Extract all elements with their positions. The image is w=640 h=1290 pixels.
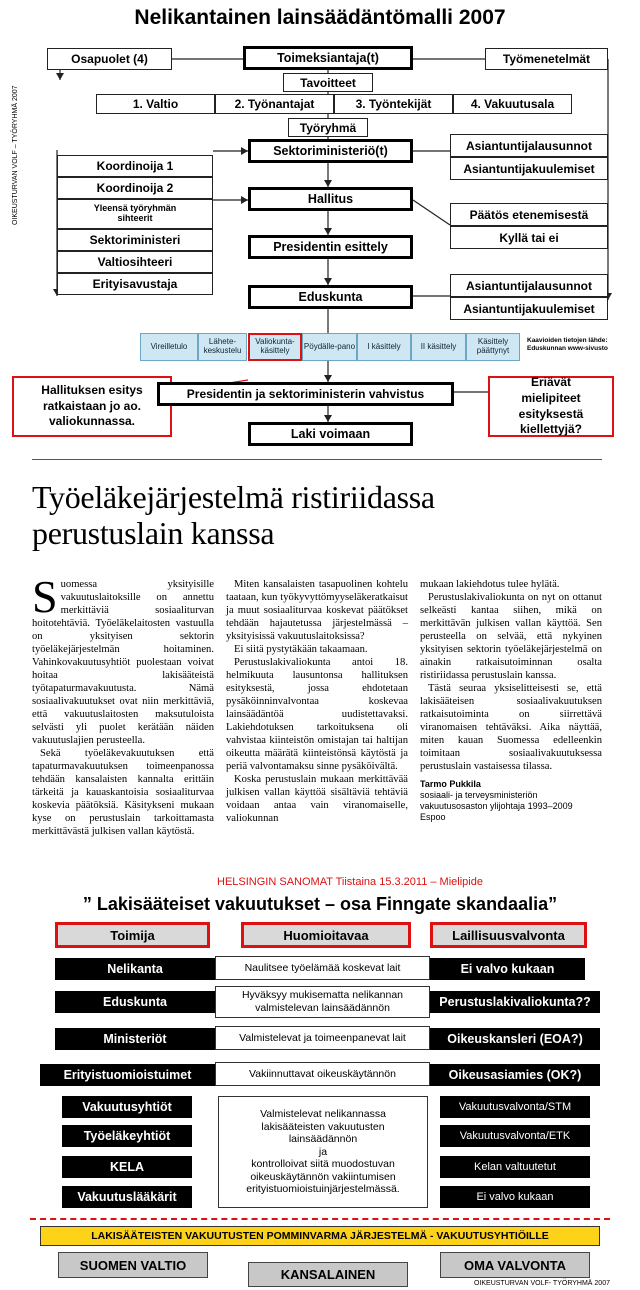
flow-step: Lähete-keskustelu — [198, 333, 247, 361]
vahvistus-box: Presidentin ja sektoriministerin vahvistus — [157, 382, 454, 406]
party-vakuutusala: 4. Vakuutusala — [453, 94, 572, 114]
flow-step: II käsittely — [411, 333, 466, 361]
actor-vakuutusyhtiot: Vakuutusyhtiöt — [62, 1096, 192, 1118]
author-place: Espoo — [420, 812, 446, 823]
actor-nelikanta: Nelikanta — [55, 958, 215, 980]
bottom-oma-valvonta: OMA VALVONTA — [440, 1252, 590, 1278]
lower-note-line: oikeuskäytännön vakiintumisen — [250, 1170, 396, 1183]
lower-note-line: lakisääteisten vakuutusten — [261, 1120, 385, 1133]
col1-first: uomessa yksityisille vakuutuslaitoksille on annettu merkittäviä sosiaaliturvan hoitotehtäviä. Työeläkelaitosten vastuulla on yksityisen sektorin työeläkejärjestelmän hoitaminen. Vahinkovakuutusyhtiöt puolestaan voivat hoitaa lakisääteistä työtapaturmavakuutusta. Nämä sosiaalivakuutukset ovat niin merkittäviä, että vakuutuslaitosten maksutuloista selvästi yli puolet kerätään näiden vakuutuslajien perusteella. — [32, 579, 214, 747]
system-banner: LAKISÄÄTEISTEN VAKUUTUSTEN POMMINVARMA JÄRJESTELMÄ - VAKUUTUSYHTIÖILLE — [40, 1226, 600, 1246]
party-valtio: 1. Valtio — [96, 94, 215, 114]
osapuolet-box: Osapuolet (4) — [47, 48, 172, 70]
article-col-2 — [226, 578, 408, 825]
sektoriministerio-box: Sektoriministeriö(t) — [248, 139, 413, 163]
note-ministeriot: Valmistelevat ja toimeenpanevat lait — [215, 1026, 430, 1050]
toimeksiantaja-box: Toimeksiantaja(t) — [243, 46, 413, 70]
right-mid-list — [450, 203, 608, 249]
control-laakarit: Ei valvo kukaan — [440, 1186, 590, 1208]
col3-p2: Perustuslakivaliokunta on nyt on ottanut selkeästi kantaa siihen, mikä on merkittävän julkisen vallan käyttöä. Sen perusteella on selvää, että nykyinen yksityisen sektorin työeläkejärjestelmä on ainakin ratkaisutoiminnan osalta ristiriidassa perustuslain kanssa. — [420, 592, 602, 682]
bottom-kansalainen: KANSALAINEN — [248, 1262, 408, 1287]
left-item: Sektoriministeri — [57, 229, 213, 251]
actor-ministeriot: Ministeriöt — [55, 1028, 215, 1050]
col3-p3: Tästä seuraa yksiselitteisesti se, että lakisääteisen sosiaalivakuutuksen ratkaisutoiminta on siirrettävä viranomaisen tehtäväksi. Aika näyttää, miten kauan Suomessa edelleenkin toimitaan sosiaalivakuutuksessa perustuslain vastaisessa tilassa. — [420, 683, 602, 773]
actor-erityistuomioistuimet: Erityistuomioistuimet — [40, 1064, 215, 1086]
author-title: sosiaali- ja terveysministeriön vakuutusosaston ylijohtaja 1993–2009 — [420, 790, 573, 812]
control-etk: Vakuutusvalvonta/ETK — [440, 1125, 590, 1147]
left-item: Erityisavustaja — [57, 273, 213, 295]
right-top-list — [450, 134, 608, 180]
control-eduskunta: Perustuslakivaliokunta?? — [430, 991, 600, 1013]
left-item: Yleensä työryhmän sihteerit — [57, 199, 213, 229]
flow-step: Vireilletulo — [140, 333, 198, 361]
bottom-credit: OIKEUSTURVAN VOLF- TYÖRYHMÄ 2007 — [473, 1280, 610, 1287]
header-huomioitavaa: Huomioitavaa — [241, 922, 411, 948]
lower-note-line: lainsäädännön — [288, 1133, 358, 1146]
note-nelikanta: Naulitsee työelämää koskevat lait — [215, 956, 430, 980]
header-laillisuusvalvonta: Laillisuusvalvonta — [430, 922, 587, 948]
bottom-suomen-valtio: SUOMEN VALTIO — [58, 1252, 208, 1278]
col1-second: Sekä työeläkevakuutuksen että tapaturmavakuutuksen toimeenpanossa tehdään kansalaisten kannalta erittäin tärkeitä ja kauaskantoisia sosiaaliturvaa koskevia päätöksiä. Käsitykseni mukaan kyse on perustuslain tarkoittamasta merkittävästä julkisen vallan käytöstä. — [32, 748, 214, 838]
drop-cap: S — [32, 571, 58, 622]
col2-p3: Perustuslakivaliokunta antoi 18. helmikuuta lausuntonsa hallituksen esityksestä, jossa ehdotetaan pysäköinninvalvontaa koskevaa lainsäädäntöä uudistettavaksi. Lakiehdotuksen tarkoituksena oli vahvistaa kiinteistön omistajan tai haltijan oikeutta määrätä kiinteistönsä käytöstä ja periä valvontamaksu sinne pysäköivältä. — [226, 657, 408, 773]
flow-step-highlighted: Valiokunta-käsittely — [248, 333, 302, 361]
tavoitteet-box: Tavoitteet — [283, 73, 373, 92]
actor-kela: KELA — [62, 1156, 192, 1178]
lower-note-line: Valmistelevat nelikannassa — [260, 1107, 386, 1120]
col3-p1: mukaan lakiehdotus tulee hylätä. — [420, 579, 560, 590]
col2-p2: Ei siitä pystytäkään takaamaan. — [234, 644, 368, 656]
author-name: Tarmo Pukkila — [420, 779, 481, 790]
right-item: Asiantuntijakuulemiset — [450, 297, 608, 320]
actor-vakuutuslaakarit: Vakuutuslääkärit — [62, 1186, 192, 1208]
control-ministeriot: Oikeuskansleri (EOA?) — [430, 1028, 600, 1050]
col2-p1: Miten kansalaisten tasapuolinen kohtelu taataan, kun työkyvyttömyyseläkeratkaisut ja muut sosiaaliturvaa koskevat päätökset tehdään hajautetussa järjestelmässä – yksityisissä vakuutuslaitoksissa? — [226, 579, 408, 643]
side-credit: OIKEUSTURVAN VOLF – TYÖRYHMÄ 2007 — [12, 85, 19, 225]
flow-step: Käsittely päättynyt — [466, 333, 520, 361]
actor-eduskunta: Eduskunta — [55, 991, 215, 1013]
finngate-title: ” Lakisääteiset vakuutukset – osa Finngate skandaalia” — [82, 894, 558, 914]
header-toimija: Toimija — [55, 922, 210, 948]
left-list — [57, 155, 213, 295]
actor-tyoelakeyhtiot: Työeläkeyhtiöt — [62, 1125, 192, 1147]
laki-box: Laki voimaan — [248, 422, 413, 446]
control-stm: Vakuutusvalvonta/STM — [440, 1096, 590, 1118]
lower-note-line: ja — [318, 1145, 328, 1158]
section-divider — [32, 459, 602, 460]
control-erityistuomioistuimet: Oikeusasiamies (OK?) — [430, 1064, 600, 1086]
model-title: Nelikantainen lainsäädäntömalli 2007 — [134, 6, 506, 29]
control-nelikanta: Ei valvo kukaan — [430, 958, 585, 980]
red-note-right: Eriävät mielipiteet esityksestä kiellettyjä? — [488, 376, 614, 437]
left-item: Koordinoija 1 — [57, 155, 213, 177]
right-item: Päätös etenemisestä — [450, 203, 608, 226]
article-col-3 — [420, 578, 602, 823]
right-item: Asiantuntijalausunnot — [450, 134, 608, 157]
red-note-left: Hallituksen esitys ratkaistaan jo ao. valiokunnassa. — [12, 376, 172, 437]
article-col-1 — [32, 571, 214, 838]
tyomenetelmat-box: Työmenetelmät — [485, 48, 608, 70]
red-dashed-divider — [30, 1218, 610, 1220]
right-item: Asiantuntijakuulemiset — [450, 157, 608, 180]
right-item: Asiantuntijalausunnot — [450, 274, 608, 297]
presidentin-esittely-box: Presidentin esittely — [248, 235, 413, 259]
article-headline: Työeläkejärjestelmä ristiriidassa perustuslain kanssa — [32, 479, 435, 551]
note-eduskunta: Hyväksyy mukisematta nelikannan valmistelevan lainsäädännön — [215, 986, 430, 1018]
tyoryhma-box: Työryhmä — [288, 118, 368, 137]
control-kela: Kelan valtuutetut — [440, 1156, 590, 1178]
flow-step: I käsittely — [357, 333, 411, 361]
note-erityistuomioistuimet: Vakiinnuttavat oikeuskäytännön — [215, 1062, 430, 1086]
lower-note-line: kontrolloivat siitä muodostuvan — [251, 1158, 395, 1171]
eduskunta-box: Eduskunta — [248, 285, 413, 309]
party-tyontekijat: 3. Työntekijät — [334, 94, 453, 114]
lower-note — [218, 1096, 428, 1208]
article-source: HELSINGIN SANOMAT Tiistaina 15.3.2011 – Mielipide — [217, 876, 483, 888]
parties-row — [96, 94, 572, 114]
right-item: Kyllä tai ei — [450, 226, 608, 249]
party-tyonantajat: 2. Työnantajat — [215, 94, 334, 114]
hallitus-box: Hallitus — [248, 187, 413, 211]
flow-source: Kaavioiden tietojen lähde: Eduskunnan www-sivusto — [527, 337, 608, 352]
col2-p4: Koska perustuslain mukaan merkittävää julkisen vallan käyttöä sisältäviä tehtäviä voidaan antaa vain viranomaiselle, valiokunnan — [226, 774, 408, 825]
left-item: Koordinoija 2 — [57, 177, 213, 199]
right-bottom-list — [450, 274, 608, 320]
left-item: Valtiosihteeri — [57, 251, 213, 273]
flow-step: Pöydälle-pano — [302, 333, 357, 361]
lower-note-line: erityistuomioistuinjärjestelmässä. — [246, 1183, 400, 1196]
